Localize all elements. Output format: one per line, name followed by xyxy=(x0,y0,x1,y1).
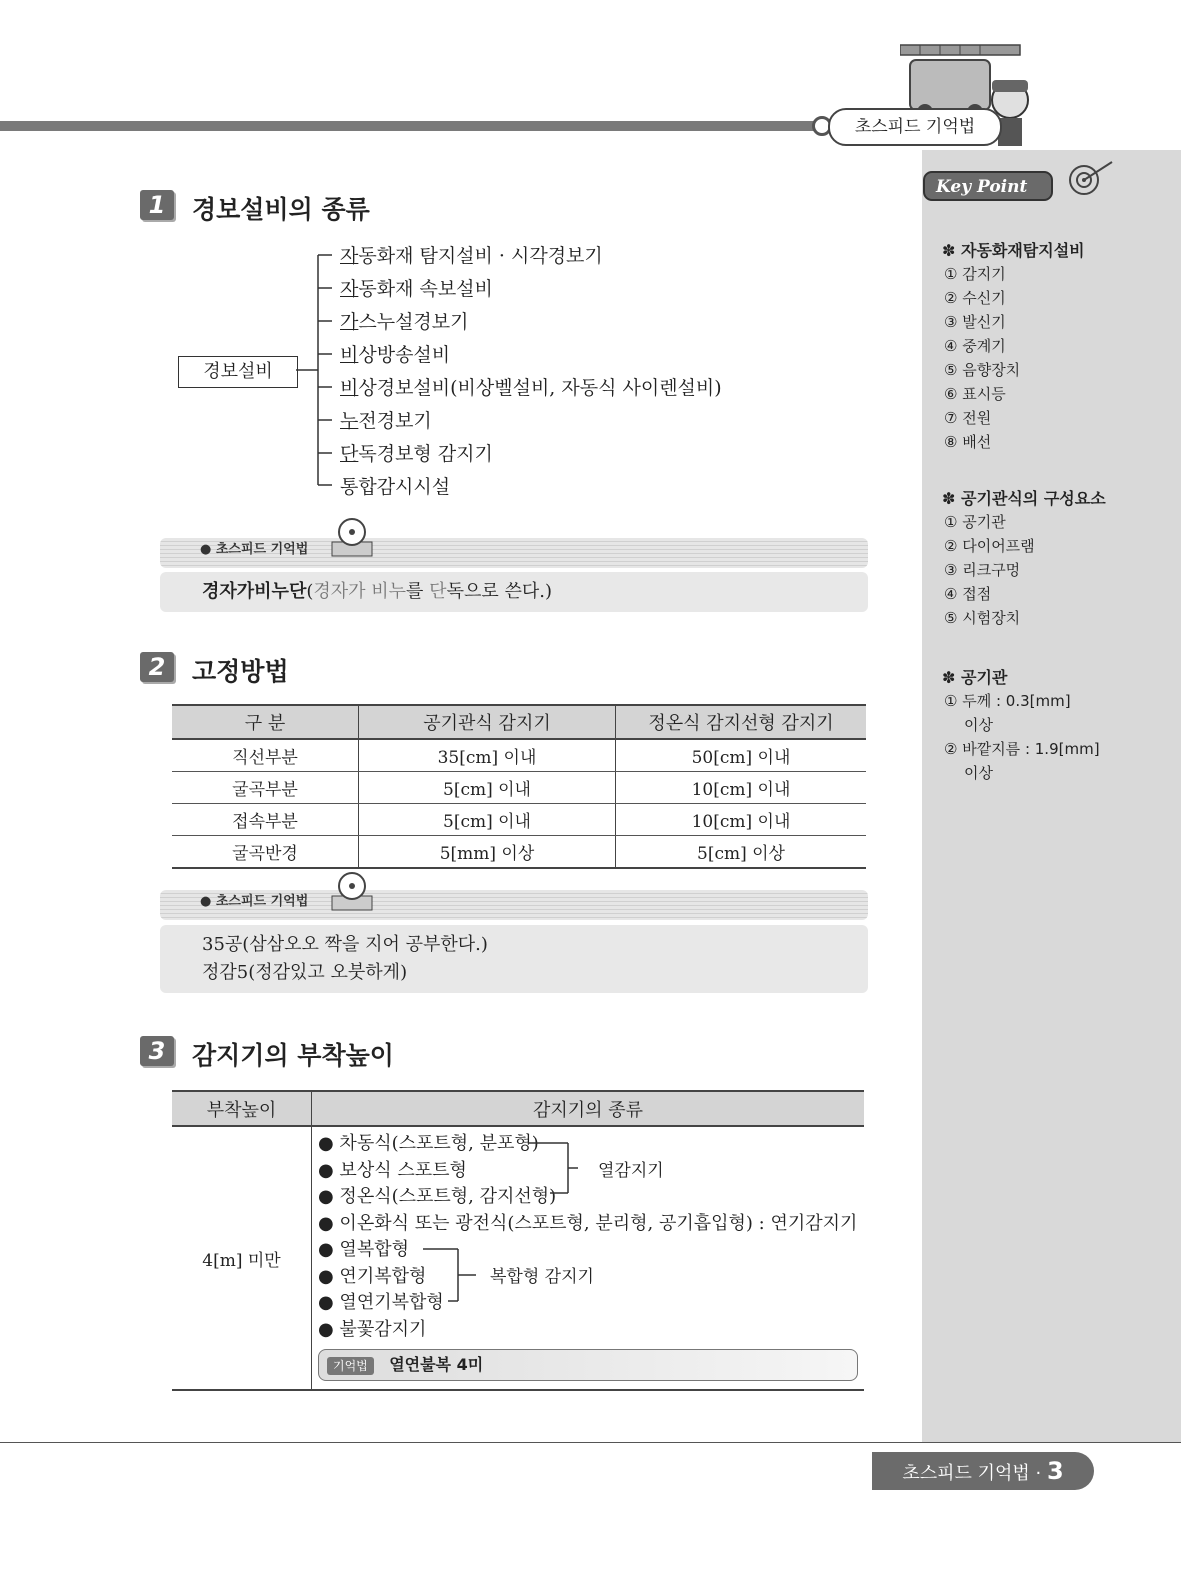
sidebar-title: ✽ 공기관식의 구성요소 xyxy=(942,489,1106,508)
list-item: ● 연기복합형 xyxy=(318,1265,427,1287)
list-item: 단독경보형 감지기 xyxy=(340,443,493,465)
list-item: ● 차동식(스포트형, 분포형) xyxy=(318,1133,539,1154)
sidebar-list: ① 감지기 ② 수신기 ③ 발신기 ④ 중계기 ⑤ 음향장치 ⑥ 표시등 ⑦ 전원 ⑧ 배선 xyxy=(944,265,1021,451)
memory-box: 경자가비누단(경자가 비누를 단독으로 쓴다.) xyxy=(160,572,868,612)
memory-strip xyxy=(318,1349,858,1381)
memory-line: 35공(삼삼오오 짝을 지어 공부한다.) xyxy=(202,934,488,955)
section-number: 2 xyxy=(140,652,174,682)
list-item: ● 열복합형 xyxy=(318,1239,409,1260)
table-header: 공기관식 감지기 xyxy=(359,705,616,739)
memory-tag: ● 초스피드 기억법 xyxy=(200,542,309,557)
table-row: 직선부분 35[cm] 이내 50[cm] 이내 xyxy=(172,739,866,772)
table-header: 정온식 감지선형 감지기 xyxy=(616,705,867,739)
section-number: 1 xyxy=(140,190,174,220)
height-cell: 4[m] 미만 xyxy=(172,1126,312,1390)
memory-line: 정감5(정감있고 오붓하게) xyxy=(202,962,408,983)
page-footer: 초스피드 기억법 · 3 xyxy=(872,1452,1094,1490)
table-row: 굴곡부분 5[cm] 이내 10[cm] 이내 xyxy=(172,772,866,804)
keypoint-label: Key Point xyxy=(936,177,1028,197)
table-row: 굴곡반경 5[mm] 이상 5[cm] 이상 xyxy=(172,836,866,869)
memory-box xyxy=(160,925,868,993)
fixing-method-table xyxy=(172,704,866,869)
combo-group-label: 복합형 감지기 xyxy=(490,1267,594,1287)
list-item: 가스누설경보기 xyxy=(340,311,469,333)
footer-rule xyxy=(0,1442,1181,1443)
list-item: 통합감시시설 xyxy=(340,476,451,498)
memory-badge: 기억법 xyxy=(327,1357,374,1375)
install-height-table xyxy=(172,1090,864,1391)
list-item: 비상경보설비(비상벨설비, 자동식 사이렌설비) xyxy=(340,377,722,399)
section-title: 경보설비의 종류 xyxy=(192,195,370,224)
alarm-equipment-list xyxy=(340,240,722,504)
list-item: ● 정온식(스포트형, 감지선형) xyxy=(318,1186,557,1207)
list-item: ● 이온화식 또는 광전식(스포트형, 분리형, 공기흡입형) : 연기감지기 xyxy=(318,1212,858,1234)
table-row xyxy=(172,1126,864,1390)
header-tab: 초스피드 기억법 xyxy=(828,108,1002,146)
group-bracket xyxy=(408,1245,478,1305)
tree-bracket xyxy=(296,240,336,500)
table-header: 부착높이 xyxy=(172,1091,312,1126)
table-header: 감지기의 종류 xyxy=(312,1091,865,1126)
list-item: 누전경보기 xyxy=(340,410,432,432)
tree-root: 경보설비 xyxy=(178,356,298,388)
section-title: 감지기의 부착높이 xyxy=(192,1041,394,1070)
list-item: ● 열연기복합형 xyxy=(318,1292,444,1313)
table-row: 접속부분 5[cm] 이내 10[cm] 이내 xyxy=(172,804,866,836)
sidebar-list: ① 두께 : 0.3[mm] 이상 ② 바깥지름 : 1.9[mm] 이상 xyxy=(944,692,1100,782)
sidebar-title: ✽ 자동화재탐지설비 xyxy=(942,241,1085,260)
list-item: ● 불꽃감지기 xyxy=(318,1318,427,1340)
table-header: 구 분 xyxy=(172,705,359,739)
list-item: 자동화재 속보설비 xyxy=(340,278,493,300)
section-number: 3 xyxy=(140,1036,174,1066)
sidebar-title: ✽ 공기관 xyxy=(942,668,1008,687)
list-item: 자동화재 탐지설비 · 시각경보기 xyxy=(340,245,603,267)
alarm-clock-icon xyxy=(326,866,378,914)
section-title: 고정방법 xyxy=(192,657,289,686)
keypoint-badge xyxy=(922,160,1122,214)
memory-tag: ● 초스피드 기억법 xyxy=(200,894,309,909)
list-item: 비상방송설비 xyxy=(340,344,451,366)
alarm-clock-icon xyxy=(326,512,378,560)
header-rule xyxy=(0,121,830,131)
detector-cell xyxy=(312,1126,865,1390)
sidebar-list: ① 공기관 ② 다이어프램 ③ 리크구멍 ④ 접점 ⑤ 시험장치 xyxy=(944,513,1035,627)
heat-group-label: 열감지기 xyxy=(598,1161,664,1181)
list-item: ● 보상식 스포트형 xyxy=(318,1159,467,1181)
memory-text: 열연불복 4미 xyxy=(389,1355,484,1374)
